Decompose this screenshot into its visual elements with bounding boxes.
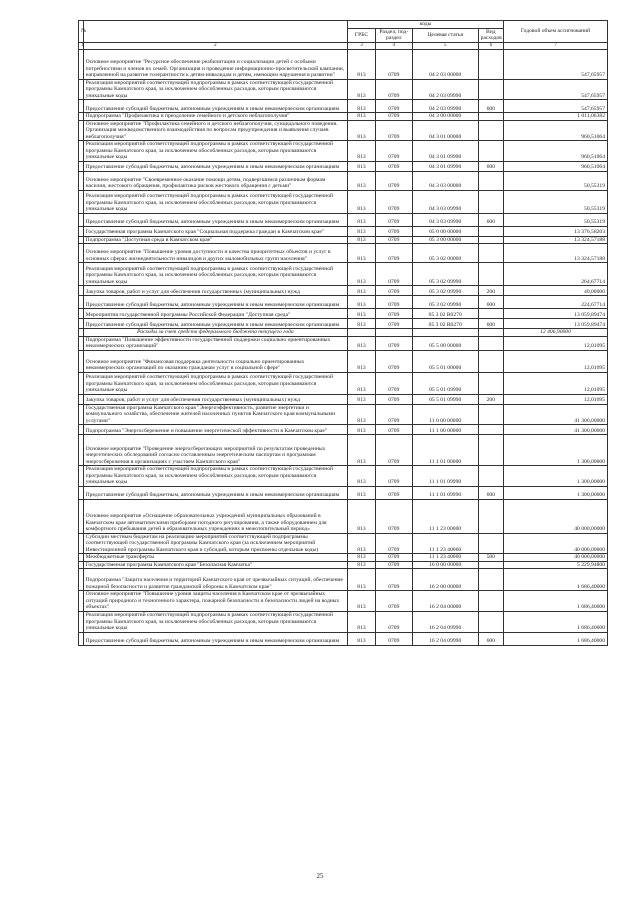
cell-amount: 1 686,40000 [504, 591, 608, 612]
header-index-row [79, 42, 608, 49]
cell-razdel [375, 329, 412, 337]
cell-razdel: 0709 [375, 499, 412, 533]
cell-razdel: 0709 [375, 632, 412, 645]
cell-vid [478, 561, 503, 569]
cell-amount: 1 011,06382 [504, 113, 608, 121]
cell-name: Реализация мероприятий соответствующей подпрограммы в рамках соответствующей государственной программы Камчатского края, за исключением обособленных расходов, которым присваиваются уникальные коды [83, 141, 348, 162]
budget-table-sheet [78, 20, 608, 646]
cell-amount: 41 300,00000 [504, 425, 608, 435]
cell-grbs: 813 [348, 569, 376, 591]
cell-target: 05 3 00 00000 [412, 236, 478, 244]
cell-name: Закупка товаров, работ и услуг для обеспечения государственных (муниципальных) нужд [83, 286, 348, 296]
cell-razdel: 0709 [375, 141, 412, 162]
cell-amount: 12 406,90000 [504, 329, 608, 337]
cell-name: Межбюджетные трансферты [83, 554, 348, 562]
cell-vid [478, 113, 503, 121]
table-row [79, 632, 608, 645]
table-row [79, 350, 608, 372]
cell-grbs: 813 [348, 611, 376, 632]
table-row [79, 171, 608, 190]
cell-grbs: 813 [348, 372, 376, 394]
table-row [79, 533, 608, 554]
cell-vid [478, 226, 503, 236]
table-row [79, 236, 608, 244]
cell-name: Предоставление субсидий бюджетным, автономным учреждениям и иным некоммерческим организациям [83, 161, 348, 171]
cell-razdel: 0709 [375, 171, 412, 190]
table-row [79, 190, 608, 213]
header-num: № [79, 21, 84, 43]
cell-amount: 547,65957 [504, 79, 608, 100]
cell-grbs: 813 [348, 486, 376, 499]
cell-target: 04 3 03 00000 [412, 171, 478, 190]
table-row [79, 591, 608, 612]
cell-name: Основное мероприятие "Своевременное оказание помощи детям, подвергшимся различным формам насилия, жестокого обращения, профилактика рисков жестокого обращения с детьми" [83, 171, 348, 190]
cell-target: 11 0 00 00000 [412, 404, 478, 425]
cell-amount: 264,67714 [504, 263, 608, 286]
cell-grbs: 813 [348, 499, 376, 533]
cell-amount: 960,51064 [504, 120, 608, 141]
table-row [79, 486, 608, 499]
cell-target: 05 3 02 R0270 [412, 309, 478, 319]
cell-vid [478, 329, 503, 337]
cell-target: 16 2 04 00000 [412, 591, 478, 612]
cell-vid [478, 171, 503, 190]
cell-target: 04 2 03 09990 [412, 79, 478, 100]
cell-amount: 224,67714 [504, 296, 608, 309]
cell-target: 05 3 02 09990 [412, 263, 478, 286]
cell-amount: 1 300,00000 [504, 435, 608, 466]
cell-vid [478, 591, 503, 612]
cell-grbs: 813 [348, 404, 376, 425]
table-row [79, 466, 608, 487]
table-row [79, 263, 608, 286]
cell-grbs [348, 329, 376, 337]
cell-amount: 13 059,89474 [504, 309, 608, 319]
header-index: 4 [375, 42, 412, 49]
cell-razdel: 0709 [375, 372, 412, 394]
cell-razdel: 0709 [375, 263, 412, 286]
table-row [79, 296, 608, 309]
cell-grbs: 813 [348, 336, 376, 350]
cell-razdel: 0709 [375, 49, 412, 79]
cell-vid [478, 611, 503, 632]
cell-grbs: 813 [348, 425, 376, 435]
cell-target: 04 3 03 09990 [412, 213, 478, 226]
table-row [79, 319, 608, 329]
cell-vid [478, 263, 503, 286]
cell-target: 05 3 02 00000 [412, 244, 478, 263]
cell-vid: 600 [478, 319, 503, 329]
cell-name: Государственная программа Камчатского края "Социальная поддержка граждан в Камчатском крае" [83, 226, 348, 236]
table-body [79, 49, 608, 645]
cell-vid: 200 [478, 286, 503, 296]
cell-target: 04 3 01 00000 [412, 120, 478, 141]
table-row [79, 336, 608, 350]
cell-grbs: 813 [348, 113, 376, 121]
cell-grbs: 813 [348, 319, 376, 329]
cell-grbs: 813 [348, 350, 376, 372]
table-row [79, 244, 608, 263]
cell-grbs: 813 [348, 394, 376, 404]
cell-vid: 600 [478, 486, 503, 499]
cell-vid [478, 336, 503, 350]
cell-target: 05 5 00 00000 [412, 336, 478, 350]
page-number: 25 [316, 872, 324, 880]
cell-grbs: 813 [348, 100, 376, 113]
cell-vid: 600 [478, 296, 503, 309]
cell-razdel: 0709 [375, 244, 412, 263]
cell-grbs: 813 [348, 120, 376, 141]
cell-razdel: 0709 [375, 591, 412, 612]
cell-razdel: 0709 [375, 190, 412, 213]
cell-name: Закупка товаров, работ и услуг для обеспечения государственных (муниципальных) нужд [83, 394, 348, 404]
cell-target: 05 3 02 09990 [412, 286, 478, 296]
cell-vid [478, 49, 503, 79]
header-index: 7 [504, 42, 608, 49]
cell-vid [478, 79, 503, 100]
cell-target: 11 1 23 00000 [412, 499, 478, 533]
header-razdel: Раздел, под-раздел [375, 28, 412, 42]
table-row [79, 425, 608, 435]
cell-amount: 1 686,40000 [504, 569, 608, 591]
cell-target: 11 1 01 09990 [412, 466, 478, 487]
cell-vid: 600 [478, 161, 503, 171]
table-row [79, 286, 608, 296]
cell-razdel: 0709 [375, 404, 412, 425]
cell-razdel: 0709 [375, 236, 412, 244]
cell-name: Реализация мероприятий соответствующей подпрограммы в рамках соответствующей государственной программы Камчатского края, за исключением обособленных расходов, которым присваиваются уникальные коды [83, 79, 348, 100]
cell-razdel: 0709 [375, 336, 412, 350]
cell-name: Основное мероприятие "Финансовая поддержка деятельности социально ориентированных некоммерческих организаций по оказанию гражданам услуг в социальной сфере" [83, 350, 348, 372]
cell-vid [478, 435, 503, 466]
cell-grbs: 813 [348, 309, 376, 319]
table-row [79, 404, 608, 425]
cell-amount: 547,65957 [504, 100, 608, 113]
cell-target: 04 2 03 09990 [412, 100, 478, 113]
header-index: 2 [83, 42, 348, 49]
cell-amount: 41 300,00000 [504, 404, 608, 425]
cell-target: 05 3 02 09990 [412, 296, 478, 309]
cell-name: Реализация мероприятий соответствующей подпрограммы в рамках соответствующей государственной программы Камчатского края, за исключением обособленных расходов, которым присваиваются уникальные коды [83, 372, 348, 394]
cell-target: 16 2 04 09990 [412, 611, 478, 632]
cell-name: Основное мероприятие "Профилактика семейного и детского неблагополучия, суицидального поведения. Организация межведомственного взаимодействия по вопросам предупреждения и выявления случаев неблагополучия" [83, 120, 348, 141]
cell-amount: 13 324,57188 [504, 244, 608, 263]
cell-vid [478, 244, 503, 263]
cell-vid: 600 [478, 100, 503, 113]
cell-amount: 547,65957 [504, 49, 608, 79]
cell-vid [478, 466, 503, 487]
cell-vid [478, 425, 503, 435]
cell-grbs: 813 [348, 49, 376, 79]
cell-razdel: 0709 [375, 435, 412, 466]
table-row [79, 569, 608, 591]
cell-name: Государственная программа Камчатского края "Безопасная Камчатка" [83, 561, 348, 569]
cell-amount: 960,51064 [504, 161, 608, 171]
cell-name: Предоставление субсидий бюджетным, автономным учреждениям и иным некоммерческим организациям [83, 100, 348, 113]
cell-amount: 13 324,57188 [504, 236, 608, 244]
cell-grbs: 813 [348, 226, 376, 236]
cell-razdel: 0709 [375, 394, 412, 404]
cell-target: 04 2 03 00000 [412, 49, 478, 79]
cell-name: Основное мероприятие "Повышение уровня доступности и качества приоритетных объектов и услуг в основных сферах жизнедеятельности инвалидов и других маломобильных групп населения" [83, 244, 348, 263]
cell-amount: 12,01095 [504, 394, 608, 404]
cell-target: 05 5 01 09990 [412, 394, 478, 404]
cell-grbs: 813 [348, 561, 376, 569]
cell-grbs: 813 [348, 190, 376, 213]
cell-grbs: 813 [348, 554, 376, 562]
header-target: Целевая статья [412, 28, 478, 42]
cell-name: Реализация мероприятий соответствующей подпрограммы в рамках соответствующей государственной программы Камчатского края, за исключением обособленных расходов, которым присваиваются уникальные коды [83, 263, 348, 286]
cell-razdel: 0709 [375, 161, 412, 171]
cell-grbs: 813 [348, 263, 376, 286]
cell-razdel: 0709 [375, 286, 412, 296]
cell-grbs: 813 [348, 79, 376, 100]
cell-razdel: 0709 [375, 554, 412, 562]
cell-vid [478, 404, 503, 425]
cell-name: Предоставление субсидий бюджетным, автономным учреждениям и иным некоммерческим организациям [83, 486, 348, 499]
cell-razdel: 0709 [375, 226, 412, 236]
cell-grbs: 813 [348, 141, 376, 162]
cell-grbs: 813 [348, 286, 376, 296]
cell-razdel: 0709 [375, 425, 412, 435]
cell-grbs: 813 [348, 591, 376, 612]
cell-target: 11 1 23 40060 [412, 554, 478, 562]
cell-amount: 40 000,00000 [504, 533, 608, 554]
cell-name: Предоставление субсидий бюджетным, автономным учреждениям и иным некоммерческим организациям [83, 632, 348, 645]
table-row [79, 309, 608, 319]
cell-razdel: 0709 [375, 569, 412, 591]
cell-razdel: 0709 [375, 79, 412, 100]
cell-razdel: 0709 [375, 486, 412, 499]
header-index: 6 [478, 42, 503, 49]
cell-vid [478, 350, 503, 372]
table-row [79, 49, 608, 79]
cell-name: Реализация мероприятий соответствующей подпрограммы в рамках соответствующей государственной программы Камчатского края, за исключением обособленных расходов, которым присваиваются уникальные коды [83, 190, 348, 213]
cell-grbs: 813 [348, 533, 376, 554]
table-header [79, 21, 608, 50]
cell-name: Предоставление субсидий бюджетным, автономным учреждениям и иным некоммерческим организациям [83, 319, 348, 329]
cell-target: 16 0 00 00000 [412, 561, 478, 569]
header-index: 3 [348, 42, 376, 49]
header-codes: коды [348, 21, 504, 29]
table-row [79, 611, 608, 632]
header-index: 1 [79, 42, 84, 49]
cell-vid: 600 [478, 213, 503, 226]
cell-target: 11 1 00 00000 [412, 425, 478, 435]
cell-name: Основное мероприятие «Оснащение образовательных учреждений муниципальных образований в Камчатском крае автоматическими приборами погодного регулирования, а также оборудованием для комфортного пребывания детей в образовательных учреждениях в межотопительный период» [83, 499, 348, 533]
cell-name: Предоставление субсидий бюджетным, автономным учреждениям и иным некоммерческим организациям [83, 296, 348, 309]
cell-target: 05 3 02 R0270 [412, 319, 478, 329]
cell-vid: 600 [478, 632, 503, 645]
cell-razdel: 0709 [375, 533, 412, 554]
header-grbs: ГРБС [348, 28, 376, 42]
cell-amount: 1 300,00000 [504, 466, 608, 487]
table-row [79, 554, 608, 562]
cell-vid [478, 309, 503, 319]
cell-razdel: 0709 [375, 296, 412, 309]
cell-grbs: 813 [348, 236, 376, 244]
cell-target: 05 0 00 00000 [412, 226, 478, 236]
table-row [79, 79, 608, 100]
cell-target: 04 3 01 09990 [412, 161, 478, 171]
cell-razdel: 0709 [375, 113, 412, 121]
table-row [79, 435, 608, 466]
cell-grbs: 813 [348, 435, 376, 466]
cell-name: Подпрограмма "Профилактика и преодоление семейного и детского неблагополучия" [83, 113, 348, 121]
cell-razdel: 0709 [375, 213, 412, 226]
cell-amount: 5 229,94800 [504, 561, 608, 569]
table-note-row [79, 329, 608, 337]
header-index: 5 [412, 42, 478, 49]
cell-grbs: 813 [348, 171, 376, 190]
cell-target: 16 2 00 00000 [412, 569, 478, 591]
cell-name: Основное мероприятие "Повышение уровня защиты населения в Камчатском крае от чрезвычайных ситуаций природного и техногенного характера, пожарной безопасности и безопасности людей на водных объектах" [83, 591, 348, 612]
cell-vid [478, 533, 503, 554]
cell-vid [478, 372, 503, 394]
cell-name: Подпрограмма "Защита населения и территорий Камчатского края от чрезвычайных ситуаций, обеспечение пожарной безопасности и развитие гражданской обороны в Камчатском крае" [83, 569, 348, 591]
cell-vid [478, 499, 503, 533]
cell-target: 16 2 04 09990 [412, 632, 478, 645]
table-row [79, 372, 608, 394]
header-vid: Вид расходов [478, 28, 503, 42]
cell-razdel: 0709 [375, 466, 412, 487]
cell-razdel: 0709 [375, 120, 412, 141]
cell-amount: 12,01095 [504, 350, 608, 372]
cell-amount: 1 300,00000 [504, 486, 608, 499]
table-row [79, 120, 608, 141]
cell-name: Основное мероприятие "Ресурсное обеспечение реабилитации и социализации детей с особыми потребностями и членов их семей. Организация и проведение информационно-просветительской кампании, направленной на развитие толерантности к детям-инвалидам и детям, имеющим нарушения в развитии" [83, 49, 348, 79]
cell-target: 05 5 01 09990 [412, 372, 478, 394]
cell-razdel: 0709 [375, 319, 412, 329]
cell-name: Мероприятия государственной программы Российской Федерации "Доступная среда" [83, 309, 348, 319]
cell-amount: 50,55319 [504, 190, 608, 213]
cell-amount: 50,55319 [504, 213, 608, 226]
cell-amount: 13 059,89474 [504, 319, 608, 329]
cell-amount: 13 376,58203 [504, 226, 608, 236]
table-row [79, 141, 608, 162]
cell-target [412, 329, 478, 337]
cell-vid [478, 569, 503, 591]
table-row [79, 161, 608, 171]
cell-razdel: 0709 [375, 561, 412, 569]
table-row [79, 499, 608, 533]
cell-target: 05 5 01 00000 [412, 350, 478, 372]
cell-grbs: 813 [348, 213, 376, 226]
cell-name: Основное мероприятие "Проведение энергосберегающих мероприятий по результатам проведенных энергетических обследований согласно составленным энергетическим паспортам и программам энергосбережения в организациях с участием Камчатского края" [83, 435, 348, 466]
cell-amount: 12,01095 [504, 372, 608, 394]
cell-target: 11 1 23 40060 [412, 533, 478, 554]
cell-name: Предоставление субсидий бюджетным, автономным учреждениям и иным некоммерческим организациям [83, 213, 348, 226]
table-row [79, 226, 608, 236]
table-row [79, 394, 608, 404]
cell-grbs: 813 [348, 466, 376, 487]
cell-grbs: 813 [348, 632, 376, 645]
cell-grbs: 813 [348, 244, 376, 263]
cell-name: Реализация мероприятий соответствующей подпрограммы в рамках соответствующей государственной программы Камчатского края, за исключением обособленных расходов, которым присваиваются уникальные коды [83, 466, 348, 487]
table-row [79, 561, 608, 569]
cell-name: Подпрограмма "Доступная среда в Камчатском крае" [83, 236, 348, 244]
cell-target: 11 1 01 09990 [412, 486, 478, 499]
cell-target: 04 3 00 00000 [412, 113, 478, 121]
cell-razdel: 0709 [375, 611, 412, 632]
cell-name: Государственная программа Камчатского края "Энергоэффективность, развитие энергетики и коммунального хозяйства, обеспечение жителей населенных пунктов Камчатского края коммунальными услугами" [83, 404, 348, 425]
cell-vid [478, 236, 503, 244]
cell-amount: 1 686,40000 [504, 632, 608, 645]
cell-vid [478, 141, 503, 162]
cell-amount: 960,51064 [504, 141, 608, 162]
cell-name: Расходы за счет средств федерального бюджета текущего года [83, 329, 348, 337]
cell-amount: 12,01095 [504, 336, 608, 350]
cell-vid: 200 [478, 394, 503, 404]
cell-amount: 40,00000 [504, 286, 608, 296]
cell-amount: 1 686,40000 [504, 611, 608, 632]
cell-razdel: 0709 [375, 350, 412, 372]
budget-table [78, 20, 608, 646]
cell-razdel: 0709 [375, 309, 412, 319]
cell-razdel: 0709 [375, 100, 412, 113]
cell-name: Подпрограмма "Энергосбережение и повышение энергетической эффективности в Камчатском крае" [83, 425, 348, 435]
cell-amount: 50,55319 [504, 171, 608, 190]
cell-amount: 40 000,00000 [504, 499, 608, 533]
header-amount: Годовой объем ассигнований [504, 21, 608, 43]
header-name [83, 21, 348, 43]
cell-name: Реализация мероприятий соответствующей подпрограммы в рамках соответствующей государственной программы Камчатского края, за исключением обособленных расходов, которым присваиваются уникальные коды [83, 611, 348, 632]
cell-amount: 40 000,00000 [504, 554, 608, 562]
cell-target: 04 3 01 09990 [412, 141, 478, 162]
cell-vid: 500 [478, 554, 503, 562]
cell-target: 04 3 03 09990 [412, 190, 478, 213]
cell-grbs: 813 [348, 296, 376, 309]
cell-name: Подпрограмма "Повышение эффективности государственной поддержки социально ориентированных некоммерческих организаций" [83, 336, 348, 350]
cell-name: Субсидии местным бюджетам на реализацию мероприятий соответствующей подпрограммы соответствующей государственной программы Камчатского края (за исключением мероприятий Инвестиционной программы Камчатского края и субсидий, которым присвоены отдельные коды) [83, 533, 348, 554]
cell-grbs: 813 [348, 161, 376, 171]
cell-target: 11 1 01 00000 [412, 435, 478, 466]
cell-vid [478, 120, 503, 141]
cell-vid [478, 190, 503, 213]
table-row [79, 100, 608, 113]
table-row [79, 113, 608, 121]
table-row [79, 213, 608, 226]
